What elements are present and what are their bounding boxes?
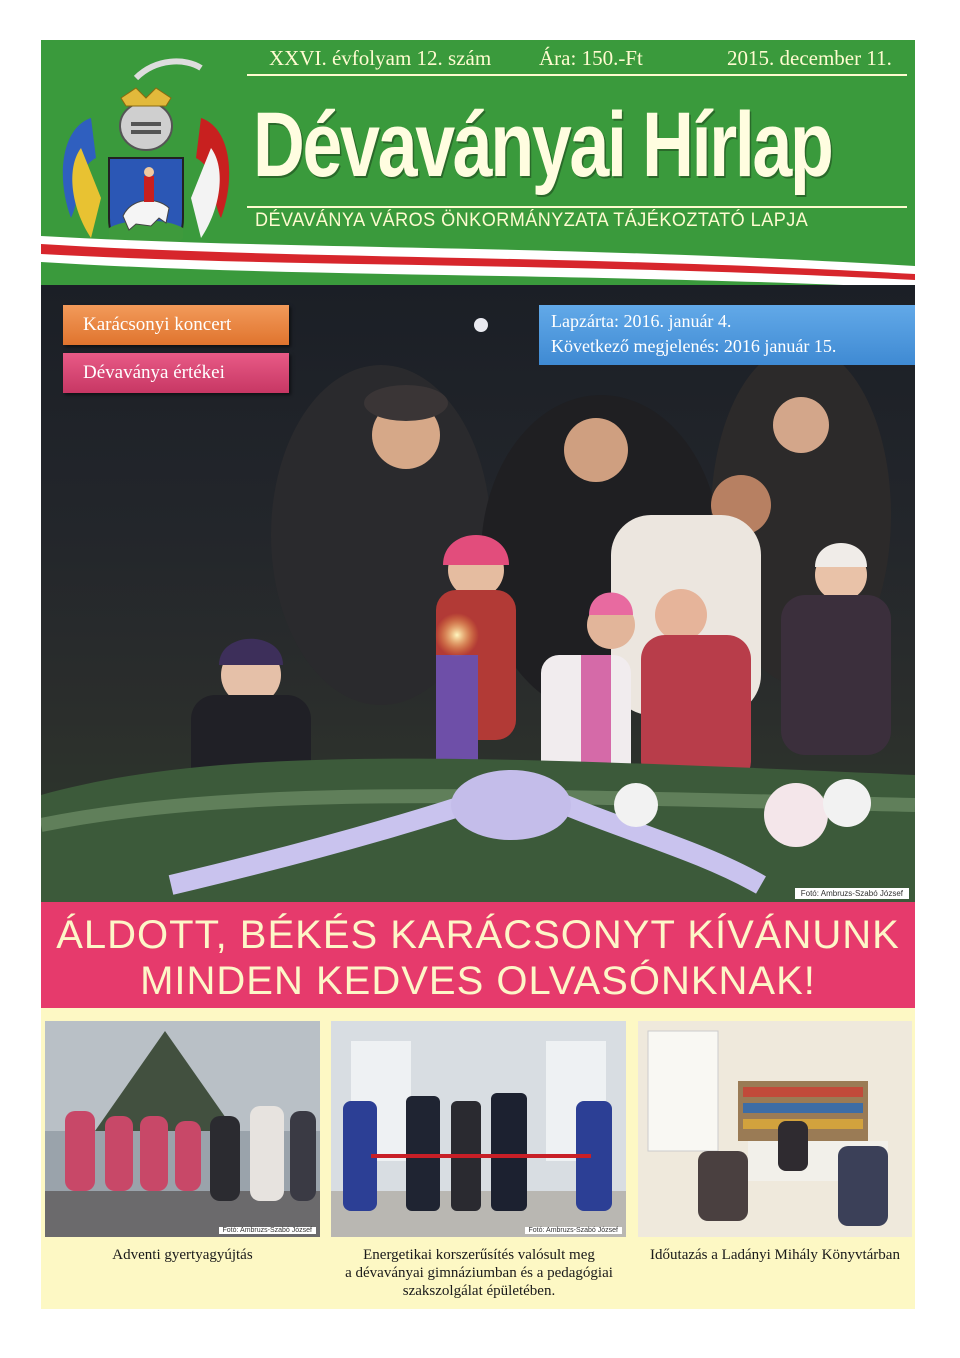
newspaper-subtitle: DÉVAVÁNYA VÁROS ÖNKORMÁNYZATA TÁJÉKOZTATÓ LAPJA — [255, 210, 809, 231]
caption-line: szakszolgálat épületében. — [402, 1283, 556, 1299]
article-thumbnail-energy[interactable] — [331, 1021, 626, 1237]
article-photo-credit: Fotó: Ambruzs-Szabó József — [219, 1227, 316, 1234]
article-caption-library[interactable]: Időutazás a Ladányi Mihály Könyvtárban — [650, 1247, 900, 1263]
article-teasers — [41, 1008, 915, 1309]
issue-date: 2015. december 11. — [727, 46, 892, 70]
greeting-line-2: MINDEN KEDVES OLVASÓNKNAK! — [140, 959, 816, 1003]
article-caption-energy[interactable] — [329, 1246, 629, 1300]
price: Ára: 150.-Ft — [539, 46, 643, 70]
tricolor-swoosh — [41, 236, 915, 285]
newspaper-title: Dévaványai Hírlap — [253, 94, 832, 196]
article-photo-credit: Fotó: Ambruzs-Szabó József — [525, 1227, 622, 1234]
volume-number: XXVI. évfolyam 12. szám — [269, 46, 492, 70]
caption-line: Energetikai korszerűsítés valósult meg — [363, 1247, 595, 1263]
next-issue-date: Következő megjelenés: 2016 január 15. — [551, 336, 837, 356]
masthead — [41, 40, 915, 285]
advent-photo-illustration — [45, 1021, 320, 1237]
caption-line: a dévaványai gimnáziumban és a pedagógiai — [345, 1265, 613, 1281]
nav-item-karacsonyi-koncert[interactable]: Karácsonyi koncert — [63, 305, 289, 345]
ribbon-cutting-photo-illustration — [331, 1021, 626, 1237]
library-photo-illustration — [638, 1021, 912, 1237]
greeting-line-1: ÁLDOTT, BÉKÉS KARÁCSONYT KÍVÁNUNK — [56, 913, 900, 957]
article-caption-advent[interactable]: Adventi gyertyagyújtás — [112, 1247, 253, 1263]
issue-info-bar — [247, 46, 907, 74]
article-thumbnail-library[interactable] — [638, 1021, 912, 1237]
deadline-box — [539, 305, 915, 365]
deadline-date: Lapzárta: 2016. január 4. — [551, 311, 732, 331]
christmas-greeting-banner — [41, 902, 915, 1008]
issue-bar-rule — [247, 74, 907, 76]
nav-item-devavanya-ertekei[interactable]: Dévaványa értékei — [63, 353, 289, 393]
article-thumbnail-advent[interactable] — [45, 1021, 320, 1237]
hero-photo — [41, 285, 915, 902]
title-rule — [247, 206, 907, 208]
hero-photo-credit: Fotó: Ambruzs-Szabó József — [795, 888, 909, 899]
